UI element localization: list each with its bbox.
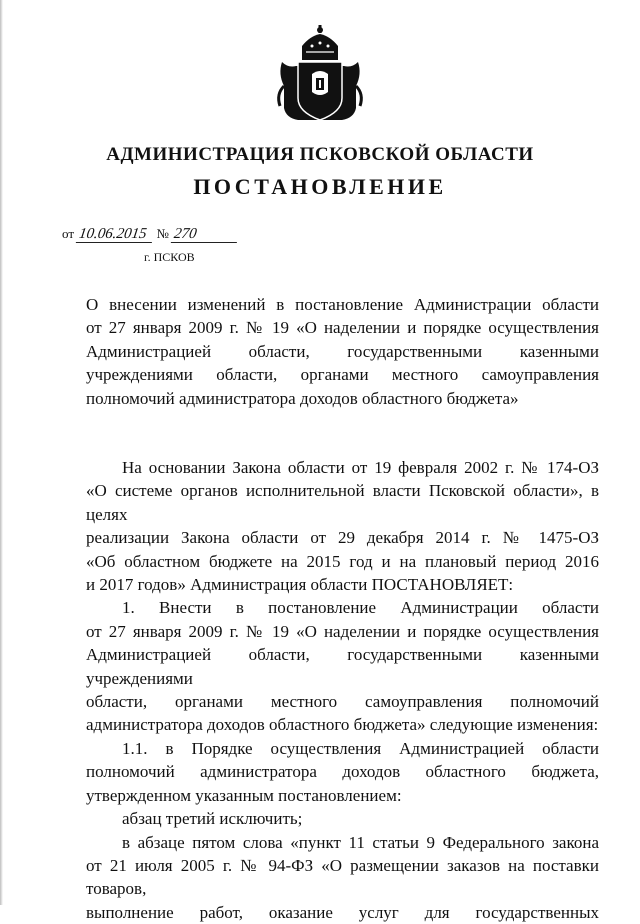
body-line: утвержденном указанным постановлением: (86, 785, 402, 805)
handwritten-date: 10.06.2015 (76, 226, 154, 243)
subject-line: Администрацией области, государственными казенными (86, 341, 599, 361)
organization-title: АДМИНИСТРАЦИЯ ПСКОВСКОЙ ОБЛАСТИ (106, 144, 534, 165)
subject-line: О внесении изменений в постановление Администрации области (86, 295, 599, 314)
body-line: реализации Закона области от 29 декабря 2014 г. № 1475-ОЗ (86, 528, 599, 548)
body-line: На основании Закона области от 19 февраля 2002 г. № 174-ОЗ (122, 458, 599, 477)
date-prefix: от (62, 226, 75, 241)
date-number-line (62, 226, 238, 243)
body-line: и 2017 годов» Администрация области ПОСТАНОВЛЯЕТ: (86, 575, 514, 595)
body-line: в абзаце пятом слова «пункт 11 статьи 9 Федерального закона (122, 832, 599, 852)
scan-edge (0, 0, 3, 905)
city-label: г. ПСКОВ (144, 250, 195, 264)
number-prefix: № (156, 226, 169, 241)
subject-line: от 27 января 2009 г. № 19 «О наделении и порядке осуществления (86, 318, 599, 338)
handwritten-number: 270 (171, 226, 239, 243)
body-line: 1.1. в Порядке осуществления Администрацией области (122, 738, 599, 758)
body-line: от 27 января 2009 г. № 19 «О наделении и порядке осуществления (86, 621, 599, 641)
body-line: выполнение работ, оказание услуг для государственных (86, 902, 599, 922)
coat-of-arms-emblem-icon (272, 22, 368, 126)
body-line: администратора доходов областного бюджета» следующие изменения: (86, 715, 599, 735)
document-body (86, 456, 599, 924)
subject-line: полномочий администратора доходов областного бюджета» (86, 388, 519, 408)
body-line: «Об областном бюджете на 2015 год и на плановый период 2016 (86, 551, 599, 571)
body-line: от 21 июля 2005 г. № 94-ФЗ «О размещении заказов на поставки товаров, (86, 855, 599, 899)
body-line: «О системе органов исполнительной власти Псковской области», в целях (86, 481, 599, 524)
document-type-title: ПОСТАНОВЛЕНИЕ (193, 174, 447, 199)
document-subject (86, 293, 599, 410)
body-line: Администрацией области, государственными казенными учреждениями (86, 645, 599, 688)
body-line: 1. Внести в постановление Администрации области (122, 598, 599, 618)
body-line: полномочий администратора доходов областного бюджета, (86, 762, 599, 782)
body-line: области, органами местного самоуправления полномочий (86, 692, 599, 712)
body-line: абзац третий исключить; (122, 809, 303, 829)
subject-line: учреждениями области, органами местного самоуправления (86, 365, 599, 385)
